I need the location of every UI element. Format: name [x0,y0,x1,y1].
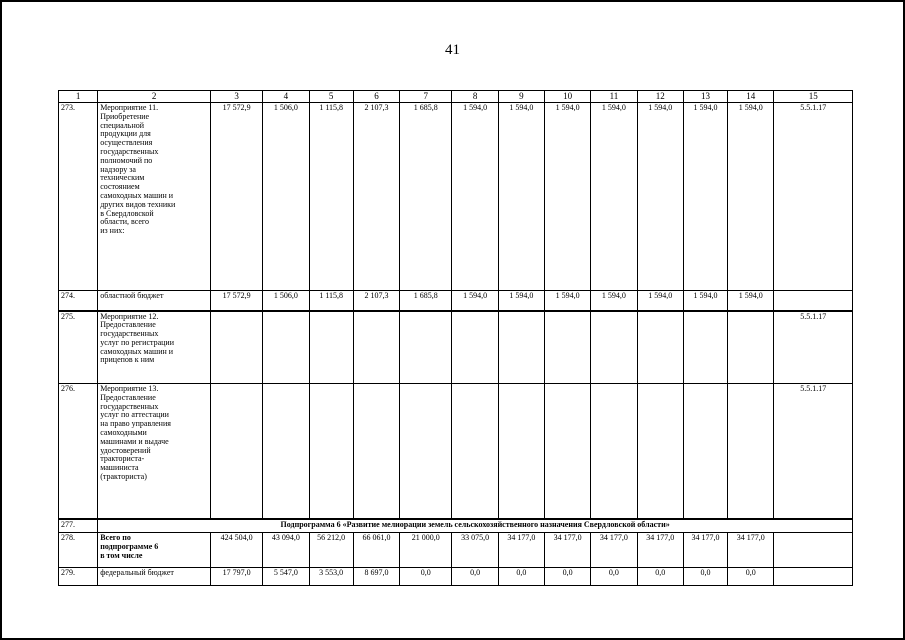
value-cell: 0,0 [637,568,683,586]
target-code [774,533,853,568]
activity-name: Мероприятие 13. Предоставление государственных услуг по аттестации на право управления самоходными машинами и выдаче удостоверений тракториста- машиниста (тракториста) [98,384,211,519]
table-header-row [59,91,853,103]
table-row [59,533,853,568]
value-cell: 17 572,9 [210,103,262,291]
target-code: 5.5.1.17 [774,311,853,384]
value-cell [210,384,262,519]
value-cell [498,384,544,519]
value-cell: 1 594,0 [452,291,498,311]
value-cell [728,384,774,519]
value-cell: 1 594,0 [544,103,590,291]
column-header: 4 [263,91,309,103]
value-cell [400,384,452,519]
value-cell [353,384,399,519]
value-cell: 0,0 [683,568,727,586]
value-cell [544,311,590,384]
activity-name: областной бюджет [98,291,211,311]
value-cell: 21 000,0 [400,533,452,568]
value-cell: 43 094,0 [263,533,309,568]
value-cell: 0,0 [498,568,544,586]
column-header: 8 [452,91,498,103]
value-cell: 0,0 [591,568,637,586]
target-code: 5.5.1.17 [774,103,853,291]
row-number: 277. [59,519,98,533]
column-header: 12 [637,91,683,103]
column-header: 3 [210,91,262,103]
value-cell: 34 177,0 [683,533,727,568]
row-number: 278. [59,533,98,568]
value-cell [637,384,683,519]
column-header: 1 [59,91,98,103]
table-row [59,568,853,586]
value-cell: 424 504,0 [210,533,262,568]
column-header: 5 [309,91,353,103]
column-header: 2 [98,91,211,103]
column-header: 7 [400,91,452,103]
column-header: 14 [728,91,774,103]
column-header: 15 [774,91,853,103]
value-cell: 0,0 [728,568,774,586]
value-cell: 8 697,0 [353,568,399,586]
value-cell [452,384,498,519]
value-cell: 1 506,0 [263,103,309,291]
value-cell: 1 594,0 [728,291,774,311]
value-cell: 1 594,0 [591,291,637,311]
column-header: 6 [353,91,399,103]
value-cell: 1 594,0 [544,291,590,311]
table-row [59,103,853,291]
activity-name: федеральный бюджет [98,568,211,586]
value-cell [353,311,399,384]
row-number: 279. [59,568,98,586]
value-cell [309,311,353,384]
value-cell: 56 212,0 [309,533,353,568]
value-cell [591,384,637,519]
value-cell: 0,0 [400,568,452,586]
table-row [59,291,853,311]
value-cell [728,311,774,384]
value-cell: 17 572,9 [210,291,262,311]
value-cell: 1 594,0 [683,291,727,311]
value-cell: 66 061,0 [353,533,399,568]
value-cell [591,311,637,384]
value-cell [544,384,590,519]
row-number: 276. [59,384,98,519]
target-code [774,291,853,311]
column-header: 9 [498,91,544,103]
value-cell [263,384,309,519]
column-header: 13 [683,91,727,103]
value-cell: 1 685,8 [400,103,452,291]
subprogram-title: Подпрограмма 6 «Развитие мелиорации земель сельскохозяйственного назначения Свердловской области» [98,519,853,533]
value-cell: 5 547,0 [263,568,309,586]
value-cell: 1 594,0 [683,103,727,291]
table-row [59,311,853,384]
value-cell [637,311,683,384]
value-cell: 34 177,0 [637,533,683,568]
value-cell: 34 177,0 [544,533,590,568]
value-cell: 0,0 [452,568,498,586]
value-cell: 2 107,3 [353,103,399,291]
value-cell: 0,0 [544,568,590,586]
activity-name: Мероприятие 12. Предоставление государственных услуг по регистрации самоходных машин и прицепов к ним [98,311,211,384]
value-cell: 34 177,0 [591,533,637,568]
value-cell: 1 115,8 [309,291,353,311]
table-row [59,519,853,533]
activity-name: Мероприятие 11. Приобретение специальной продукции для осуществления государственных полномочий по надзору за техническим состоянием самоходных машин и других видов техники в Свердловской области, всего из них: [98,103,211,291]
value-cell [263,311,309,384]
value-cell: 1 506,0 [263,291,309,311]
value-cell: 17 797,0 [210,568,262,586]
value-cell: 1 594,0 [498,103,544,291]
value-cell: 2 107,3 [353,291,399,311]
value-cell: 34 177,0 [728,533,774,568]
value-cell [683,384,727,519]
value-cell [400,311,452,384]
value-cell [498,311,544,384]
value-cell: 1 594,0 [591,103,637,291]
target-code: 5.5.1.17 [774,384,853,519]
value-cell: 1 594,0 [637,291,683,311]
value-cell: 1 594,0 [637,103,683,291]
value-cell [309,384,353,519]
value-cell: 1 685,8 [400,291,452,311]
value-cell [210,311,262,384]
value-cell: 1 594,0 [728,103,774,291]
value-cell: 34 177,0 [498,533,544,568]
target-code [774,568,853,586]
value-cell: 3 553,0 [309,568,353,586]
value-cell: 1 594,0 [498,291,544,311]
activity-name: Всего по подпрограмме 6 в том числе [98,533,211,568]
row-number: 275. [59,311,98,384]
page-number: 41 [445,42,460,58]
value-cell: 33 075,0 [452,533,498,568]
value-cell [683,311,727,384]
row-number: 274. [59,291,98,311]
column-header: 10 [544,91,590,103]
column-header: 11 [591,91,637,103]
value-cell: 1 594,0 [452,103,498,291]
value-cell: 1 115,8 [309,103,353,291]
program-table [58,90,853,586]
row-number: 273. [59,103,98,291]
table-row [59,384,853,519]
value-cell [452,311,498,384]
